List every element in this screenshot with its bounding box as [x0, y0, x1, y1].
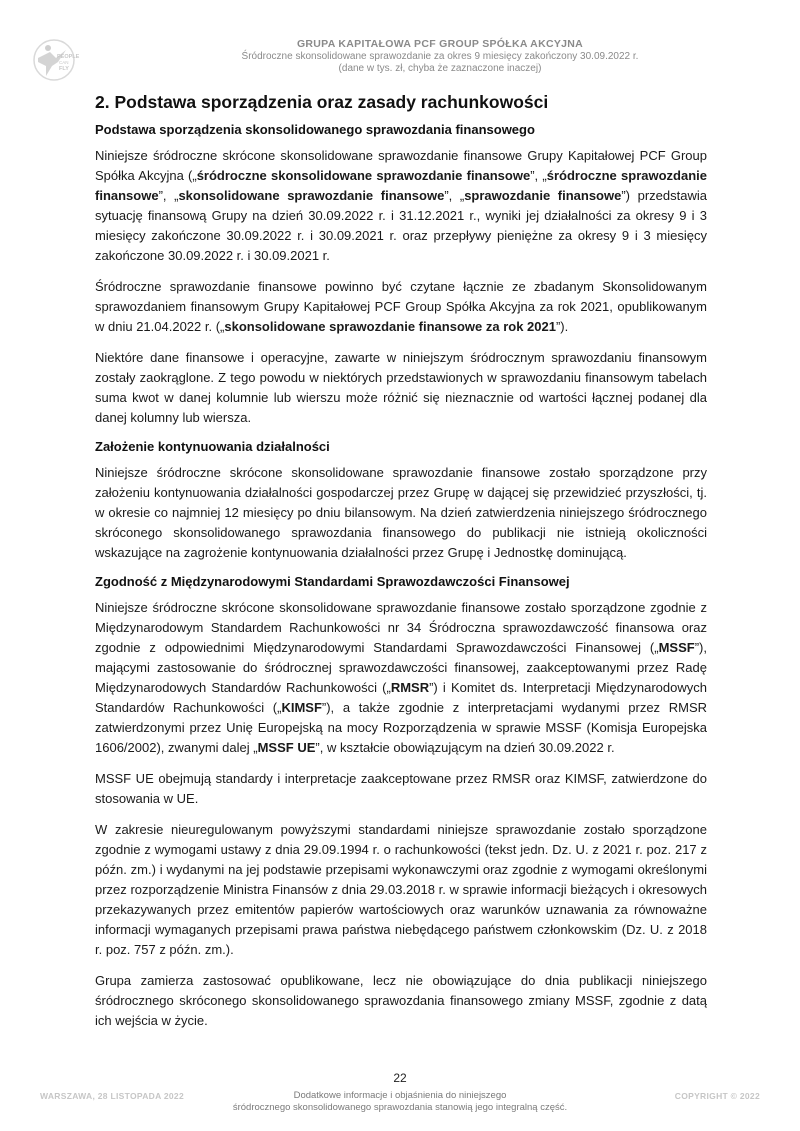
- footer-copyright: COPYRIGHT © 2022: [674, 1091, 760, 1101]
- defined-term: sprawozdanie finansowe: [464, 188, 622, 203]
- defined-term: śródroczne skonsolidowane sprawozdanie finansowe: [196, 168, 531, 183]
- defined-term: MSSF UE: [257, 740, 316, 755]
- text-run: Niniejsze śródroczne skrócone skonsolidowane sprawozdanie finansowe zostało sporządzone przy założeniu kontynuowania działalności gospodarczej przez Grupę w dającej się przewidzieć przyszłości, tj. w okresie co najmniej 12 miesięcy po dniu bilansowym. Na dzień zatwierdzenia niniejszego śródrocznego skróconego skonsolidowanego sprawozdania finansowego do publikacji nie istnieją okoliczności wskazujące na zagrożenie kontynuowania działalności przez Grupę i Jednostkę dominującą.: [95, 465, 707, 560]
- company-logo: [32, 36, 80, 84]
- paragraph: [95, 277, 707, 337]
- subsection-heading: Zgodność z Międzynarodowymi Standardami Sprawozdawczości Finansowej: [95, 574, 570, 589]
- header-title: GRUPA KAPITAŁOWA PCF GROUP SPÓŁKA AKCYJNA: [296, 38, 584, 50]
- subsection-heading: Podstawa sporządzenia skonsolidowanego sprawozdania finansowego: [95, 122, 535, 137]
- defined-term: MSSF: [658, 640, 695, 655]
- text-run: Niniejsze śródroczne skrócone skonsolidowane sprawozdanie finansowe Grupy Kapitałowej PCF Group Spółka Akcyjna („: [95, 148, 707, 183]
- paragraph: [95, 971, 707, 1031]
- text-run: ”), a także zgodnie z interpretacjami wydanymi przez RMSR zatwierdzonymi przez Unię Europejską na mocy Rozporządzenia w sprawie MSSF (Komisja Europejska 1606/2002), zwanymi dalej „: [95, 700, 707, 755]
- footer-note-line-2: śródrocznego skonsolidowanego sprawozdania stanowią jego integralną część.: [232, 1102, 568, 1113]
- text-run: ”, „: [158, 188, 179, 203]
- header-note: (dane w tys. zł, chyba że zaznaczone inaczej): [338, 63, 542, 74]
- page-header: [140, 38, 740, 75]
- document-body: [95, 92, 707, 1042]
- text-run: Niniejsze śródroczne skrócone skonsolidowane sprawozdanie finansowe zostało sporządzone zgodnie z Międzynarodowym Standardem Rachunkowości nr 34 Śródroczna sprawozdawczość finansowa oraz zgodnie z odpowiednimi Międzynarodowymi Standardami Sprawozdawczości Finansowej („: [95, 600, 707, 655]
- svg-text:CAN: CAN: [59, 60, 69, 65]
- defined-term: skonsolidowane sprawozdanie finansowe za rok 2021: [224, 319, 556, 334]
- text-run: ”, „: [444, 188, 465, 203]
- text-run: ”) przedstawia sytuację finansową Grupy na dzień 30.09.2022 r. i 31.12.2021 r., wyniki jej działalności za okresy 9 i 3 miesięcy zakończone 30.09.2022 r. i 30.09.2021 r. oraz przepływy pieniężne za okresy 9 i 3 miesięcy zakończone 30.09.2022 r. i 30.09.2021 r.: [95, 188, 707, 263]
- paragraph: [95, 820, 707, 960]
- text-run: ”, „: [530, 168, 547, 183]
- text-run: W zakresie nieuregulowanym powyższymi standardami niniejsze sprawozdanie zostało sporządzone zgodnie z wymogami ustawy z dnia 29.09.1994 r. o rachunkowości (tekst jedn. Dz. U. z 2021 r. poz. 217 z późn. zm.) i wydanymi na jej podstawie przepisami wykonawczymi oraz zgodnie z wymogami określonymi przez rozporządzenie Ministra Finansów z dnia 29.03.2018 r. w sprawie informacji bieżących i okresowych przekazywanych przez emitentów papierów wartościowych oraz warunków uznawania za równoważne informacji wymaganych przepisami prawa państwa niebędącego państwem członkowskim (Dz. U. z 2018 r. poz. 757 z późn. zm.).: [95, 822, 707, 957]
- text-run: ”).: [555, 319, 569, 334]
- defined-term: KIMSF: [281, 700, 322, 715]
- text-run: Grupa zamierza zastosować opublikowane, lecz nie obowiązujące do dnia publikacji niniejszego śródrocznego skróconego skonsolidowanego sprawozdania finansowego zmiany MSSF, zgodnie z datą ich wejścia w życie.: [95, 973, 707, 1028]
- subsection-heading: Założenie kontynuowania działalności: [95, 439, 330, 454]
- svg-text:PEOPLE: PEOPLE: [57, 54, 80, 60]
- footer-note: [180, 1090, 620, 1114]
- defined-term: skonsolidowane sprawozdanie finansowe: [178, 188, 445, 203]
- defined-term: śródroczne sprawozdanie finansowe: [95, 168, 708, 203]
- text-run: MSSF UE obejmują standardy i interpretacje zaakceptowane przez RMSR oraz KIMSF, zatwierdzone do stosowania w UE.: [95, 771, 707, 806]
- text-run: ”, w kształcie obowiązującym na dzień 30.09.2022 r.: [315, 740, 615, 755]
- text-run: Niektóre dane finansowe i operacyjne, zawarte w niniejszym śródrocznym sprawozdaniu finansowym zostały zaokrąglone. Z tego powodu w niektórych przedstawionych w sprawozdaniu finansowym tabelach suma kwot w danej kolumnie lub wierszu może różnić się nieznacznie od wartości łącznej podanej dla danej kolumny lub wiersza.: [95, 350, 707, 425]
- text-run: Śródroczne sprawozdanie finansowe powinno być czytane łącznie ze zbadanym Skonsolidowanym sprawozdaniem finansowym Grupy Kapitałowej PCF Group Spółka Akcyjna za rok 2021, opublikowanym w dniu 21.04.2022 r. („: [95, 279, 707, 334]
- section-title: 2. Podstawa sporządzenia oraz zasady rachunkowości: [95, 92, 549, 112]
- paragraph: [95, 463, 707, 563]
- subsections: [95, 122, 707, 1031]
- svg-text:FLY: FLY: [59, 66, 69, 72]
- footer-note-line-1: Dodatkowe informacje i objaśnienia do niniejszego: [293, 1090, 507, 1101]
- footer-place-date: WARSZAWA, 28 LISTOPADA 2022: [40, 1091, 184, 1101]
- page-number: 22: [393, 1071, 407, 1085]
- text-run: ”) i Komitet ds. Interpretacji Międzynarodowych Standardów Rachunkowości („: [95, 680, 707, 715]
- paragraph: [95, 598, 707, 758]
- paragraph: [95, 769, 707, 809]
- paragraph: [95, 146, 707, 266]
- header-subtitle: Śródroczne skonsolidowane sprawozdanie za okres 9 miesięcy zakończony 30.09.2022 r.: [241, 51, 639, 62]
- paragraph: [95, 348, 707, 428]
- text-run: ”), mającymi zastosowanie do śródrocznej sprawozdawczości finansowej, zaakceptowanymi przez Radę Międzynarodowych Standardów Rachunkowości („: [95, 640, 707, 695]
- defined-term: RMSR: [390, 680, 430, 695]
